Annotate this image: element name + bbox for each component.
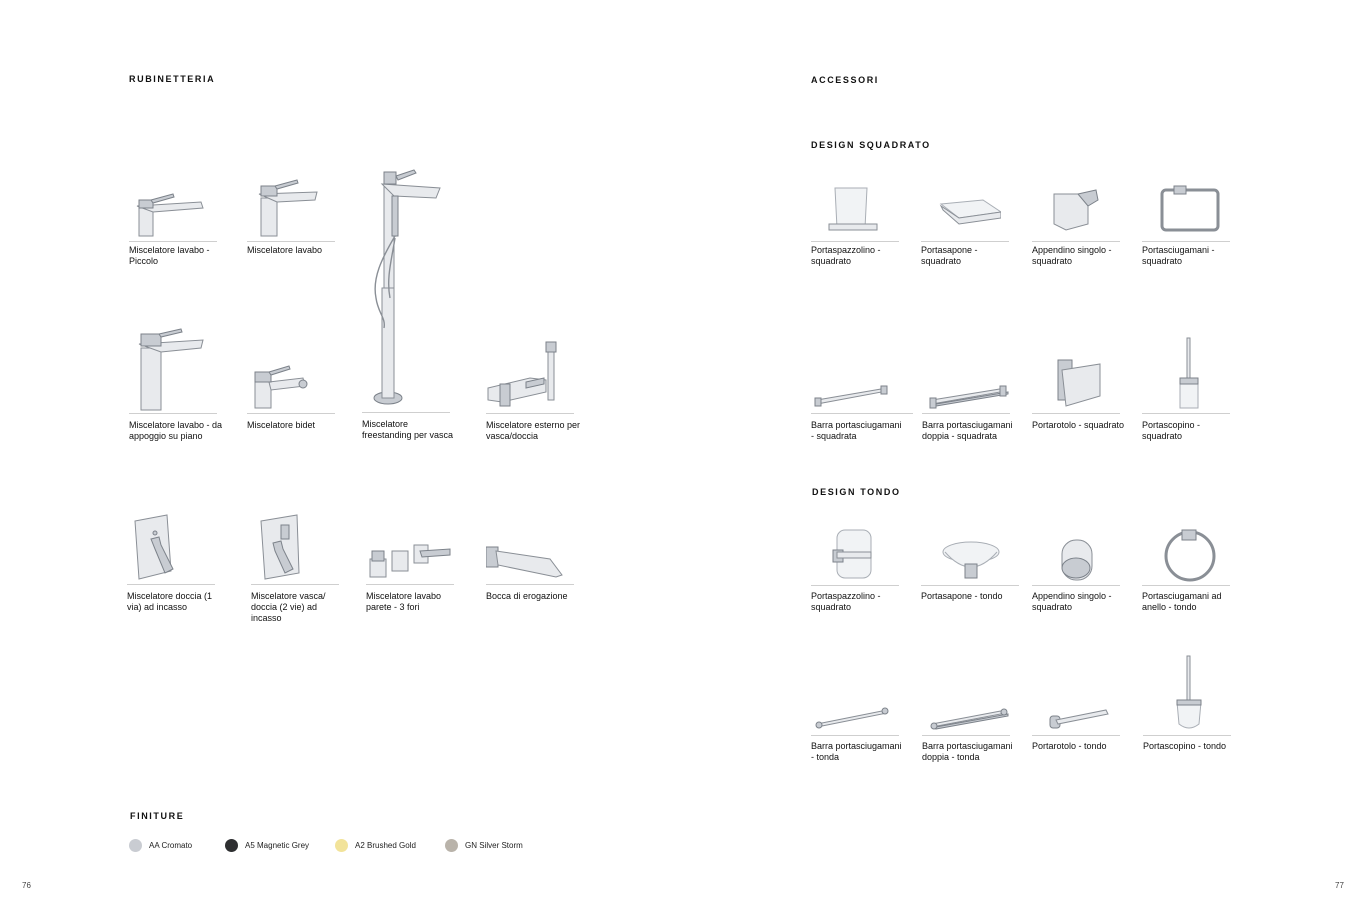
finish-a5-magnetic-grey bbox=[225, 838, 309, 852]
product-round-toilet-roll-holder[interactable] bbox=[1032, 635, 1120, 775]
product-spout[interactable] bbox=[486, 490, 574, 620]
round-toilet-brush-icon bbox=[1143, 654, 1223, 734]
finish-swatch bbox=[225, 839, 238, 852]
product-basin-mixer[interactable] bbox=[247, 160, 335, 270]
bidet-mixer-icon bbox=[247, 362, 317, 412]
square-robe-hook-icon bbox=[1032, 180, 1112, 240]
product-label: Miscelatore doccia (1 via) ad incasso bbox=[127, 591, 213, 612]
product-label: Portaspazzolino - squadrato bbox=[811, 591, 881, 612]
product-label: Miscelatore lavabo - Piccolo bbox=[129, 245, 210, 266]
finish-gn-silver-storm bbox=[445, 838, 523, 852]
round-toilet-roll-holder-icon bbox=[1032, 704, 1112, 734]
round-toothbrush-holder-icon bbox=[811, 522, 891, 584]
product-square-towel-bar[interactable] bbox=[811, 315, 902, 445]
product-wall-basin-mixer-3-hole[interactable] bbox=[366, 490, 454, 620]
tall-basin-mixer-icon bbox=[129, 328, 209, 412]
product-label: Appendino singolo - squadrato bbox=[1032, 591, 1112, 612]
section-title-accessori: ACCESSORI bbox=[811, 75, 879, 85]
round-robe-hook-icon bbox=[1032, 534, 1112, 584]
product-round-double-towel-bar[interactable] bbox=[922, 635, 1013, 775]
wall-bath-shower-mixer-icon bbox=[486, 340, 566, 412]
product-concealed-bath-shower-mixer[interactable] bbox=[251, 490, 339, 623]
product-round-soap-dish[interactable] bbox=[921, 510, 1009, 620]
product-small-basin-mixer[interactable] bbox=[129, 160, 217, 270]
product-label: Appendino singolo - squadrato bbox=[1032, 245, 1112, 266]
product-label: Portasciugamani - squadrato bbox=[1142, 245, 1215, 266]
section-title-rubinetteria: RUBINETTERIA bbox=[129, 74, 216, 84]
finish-swatch bbox=[445, 839, 458, 852]
product-tall-basin-mixer[interactable] bbox=[129, 315, 223, 445]
square-towel-bar-icon bbox=[811, 382, 891, 412]
finish-aa-cromato bbox=[129, 838, 192, 852]
product-label: Portascopino - squadrato bbox=[1142, 420, 1201, 441]
round-double-towel-bar-icon bbox=[922, 704, 1010, 734]
square-soap-dish-icon bbox=[921, 180, 1001, 240]
finish-swatch bbox=[129, 839, 142, 852]
product-bidet-mixer[interactable] bbox=[247, 315, 335, 445]
finish-label: A2 Brushed Gold bbox=[355, 840, 416, 850]
square-toilet-brush-icon bbox=[1142, 334, 1222, 412]
product-round-toothbrush-holder[interactable] bbox=[811, 510, 899, 620]
product-round-towel-ring[interactable] bbox=[1142, 510, 1230, 620]
product-label: Portascopino - tondo bbox=[1143, 741, 1227, 751]
finish-swatch bbox=[335, 839, 348, 852]
freestanding-bath-mixer-icon bbox=[362, 168, 450, 408]
product-square-toilet-roll-holder[interactable] bbox=[1032, 315, 1125, 445]
product-label: Portasapone - squadrato bbox=[921, 245, 978, 266]
finish-label: AA Cromato bbox=[149, 840, 193, 850]
product-label: Portasciugamani ad anello - tondo bbox=[1142, 591, 1222, 612]
product-label: Barra portasciugamani doppia - squadrata bbox=[922, 420, 1013, 441]
page-number-right: 77 bbox=[1335, 881, 1344, 890]
product-wall-bath-shower-mixer[interactable] bbox=[486, 315, 581, 445]
product-round-toilet-brush[interactable] bbox=[1143, 635, 1231, 775]
product-round-towel-bar[interactable] bbox=[811, 635, 902, 775]
product-label: Miscelatore lavabo parete - 3 fori bbox=[366, 591, 442, 612]
product-label: Portarotolo - tondo bbox=[1032, 741, 1107, 751]
section-title-design-tondo: DESIGN TONDO bbox=[812, 487, 901, 497]
product-square-towel-ring[interactable] bbox=[1142, 170, 1230, 270]
product-label: Miscelatore freestanding per vasca bbox=[362, 419, 454, 440]
wall-basin-mixer-3-hole-icon bbox=[366, 537, 452, 583]
section-title-finiture: FINITURE bbox=[130, 811, 185, 821]
spout-icon bbox=[486, 543, 566, 583]
product-square-double-towel-bar[interactable] bbox=[922, 315, 1013, 445]
product-square-soap-dish[interactable] bbox=[921, 170, 1009, 270]
product-square-toilet-brush[interactable] bbox=[1142, 315, 1230, 445]
page-number-left: 76 bbox=[22, 881, 31, 890]
product-label: Barra portasciugamani - squadrata bbox=[811, 420, 902, 441]
product-label: Miscelatore vasca/ doccia (2 vie) ad incasso bbox=[251, 591, 326, 623]
round-soap-dish-icon bbox=[921, 534, 1017, 584]
round-towel-bar-icon bbox=[811, 704, 891, 734]
product-label: Portasapone - tondo bbox=[921, 591, 1003, 601]
product-label: Miscelatore bidet bbox=[247, 420, 316, 430]
product-freestanding-bath-mixer[interactable] bbox=[362, 166, 454, 456]
product-label: Barra portasciugamani doppia - tonda bbox=[922, 741, 1013, 762]
basin-mixer-icon bbox=[247, 174, 327, 240]
round-towel-ring-icon bbox=[1142, 528, 1222, 584]
product-label: Bocca di erogazione bbox=[486, 591, 568, 601]
section-title-design-squadrato: DESIGN SQUADRATO bbox=[811, 140, 931, 150]
product-square-robe-hook[interactable] bbox=[1032, 170, 1120, 270]
concealed-bath-shower-mixer-icon bbox=[251, 511, 311, 583]
square-toilet-roll-holder-icon bbox=[1032, 356, 1112, 412]
product-label: Portaspazzolino - squadrato bbox=[811, 245, 881, 266]
square-toothbrush-holder-icon bbox=[811, 180, 891, 240]
square-double-towel-bar-icon bbox=[922, 382, 1010, 412]
product-label: Portarotolo - squadrato bbox=[1032, 420, 1125, 430]
product-label: Miscelatore esterno per vasca/doccia bbox=[486, 420, 581, 441]
product-round-robe-hook[interactable] bbox=[1032, 510, 1120, 620]
product-label: Miscelatore lavabo - da appoggio su piano bbox=[129, 420, 223, 441]
product-label: Miscelatore lavabo bbox=[247, 245, 323, 255]
product-label: Barra portasciugamani - tonda bbox=[811, 741, 902, 762]
concealed-shower-mixer-icon bbox=[127, 511, 187, 583]
finish-label: A5 Magnetic Grey bbox=[245, 840, 310, 850]
square-towel-ring-icon bbox=[1142, 180, 1222, 240]
finish-a2-brushed-gold bbox=[335, 838, 416, 852]
product-square-toothbrush-holder[interactable] bbox=[811, 170, 899, 270]
product-concealed-shower-mixer[interactable] bbox=[127, 490, 215, 620]
small-basin-mixer-icon bbox=[129, 180, 209, 240]
finish-label: GN Silver Storm bbox=[465, 840, 523, 850]
